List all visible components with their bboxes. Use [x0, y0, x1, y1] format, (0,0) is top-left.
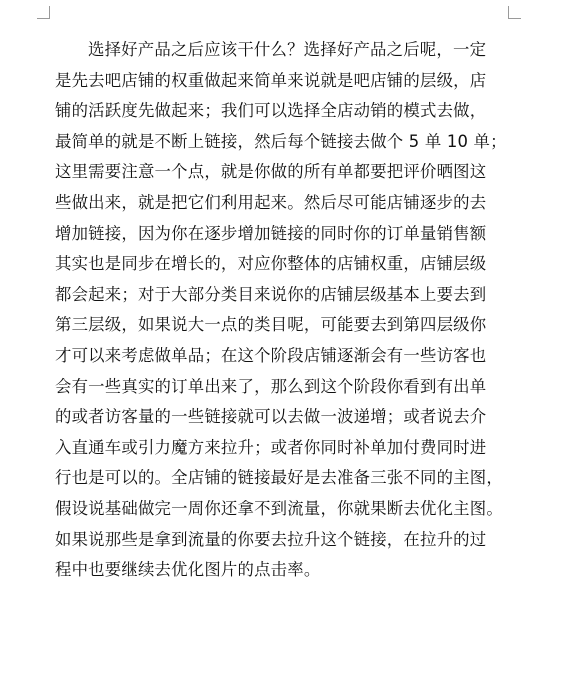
text-line: 如果说那些是拿到流量的你要去拉升这个链接，在拉升的过	[55, 529, 487, 549]
document-body	[55, 35, 513, 586]
text-line: 其实也是同步在增长的，对应你整体的店铺权重，店铺层级	[55, 254, 487, 274]
text-line: 铺的活跃度先做起来；我们可以选择全店动销的模式去做，	[55, 101, 487, 121]
margin-corner-mark	[37, 6, 50, 19]
text-line: 是先去吧店铺的权重做起来简单来说就是吧店铺的层级，店	[55, 70, 487, 90]
text-line: 些做出来，就是把它们利用起来。然后尽可能店铺逐步的去	[55, 192, 487, 212]
text-line: 增加链接，因为你在逐步增加链接的同时你的订单量销售额	[55, 223, 487, 243]
text-line: 会有一些真实的订单出来了，那么到这个阶段你看到有出单	[55, 376, 487, 396]
text-line: 最简单的就是不断上链接，然后每个链接去做个 5 单 10 单；	[55, 131, 507, 151]
text-line: 假设说基础做完一周你还拿不到流量，你就果断去优化主图。	[55, 498, 503, 518]
text-line: 这里需要注意一个点，就是你做的所有单都要把评价晒图这	[55, 162, 487, 182]
text-line: 入直通车或引力魔方来拉升；或者你同时补单加付费同时进	[55, 437, 487, 457]
text-line: 第三层级，如果说大一点的类目呢，可能要去到第四层级你	[55, 315, 487, 335]
text-line: 的或者访客量的一些链接就可以去做一波递增；或者说去介	[55, 407, 487, 427]
text-line: 行也是可以的。全店铺的链接最好是去准备三张不同的主图，	[55, 468, 503, 488]
text-line: 选择好产品之后应该干什么？选择好产品之后呢，一定	[88, 40, 487, 59]
margin-corner-mark	[508, 6, 521, 19]
text-line: 程中也要继续去优化图片的点击率。	[55, 560, 321, 580]
text-line: 都会起来；对于大部分类目来说你的店铺层级基本上要去到	[55, 284, 487, 304]
text-line: 才可以来考虑做单品；在这个阶段店铺逐渐会有一些访客也	[55, 345, 487, 365]
